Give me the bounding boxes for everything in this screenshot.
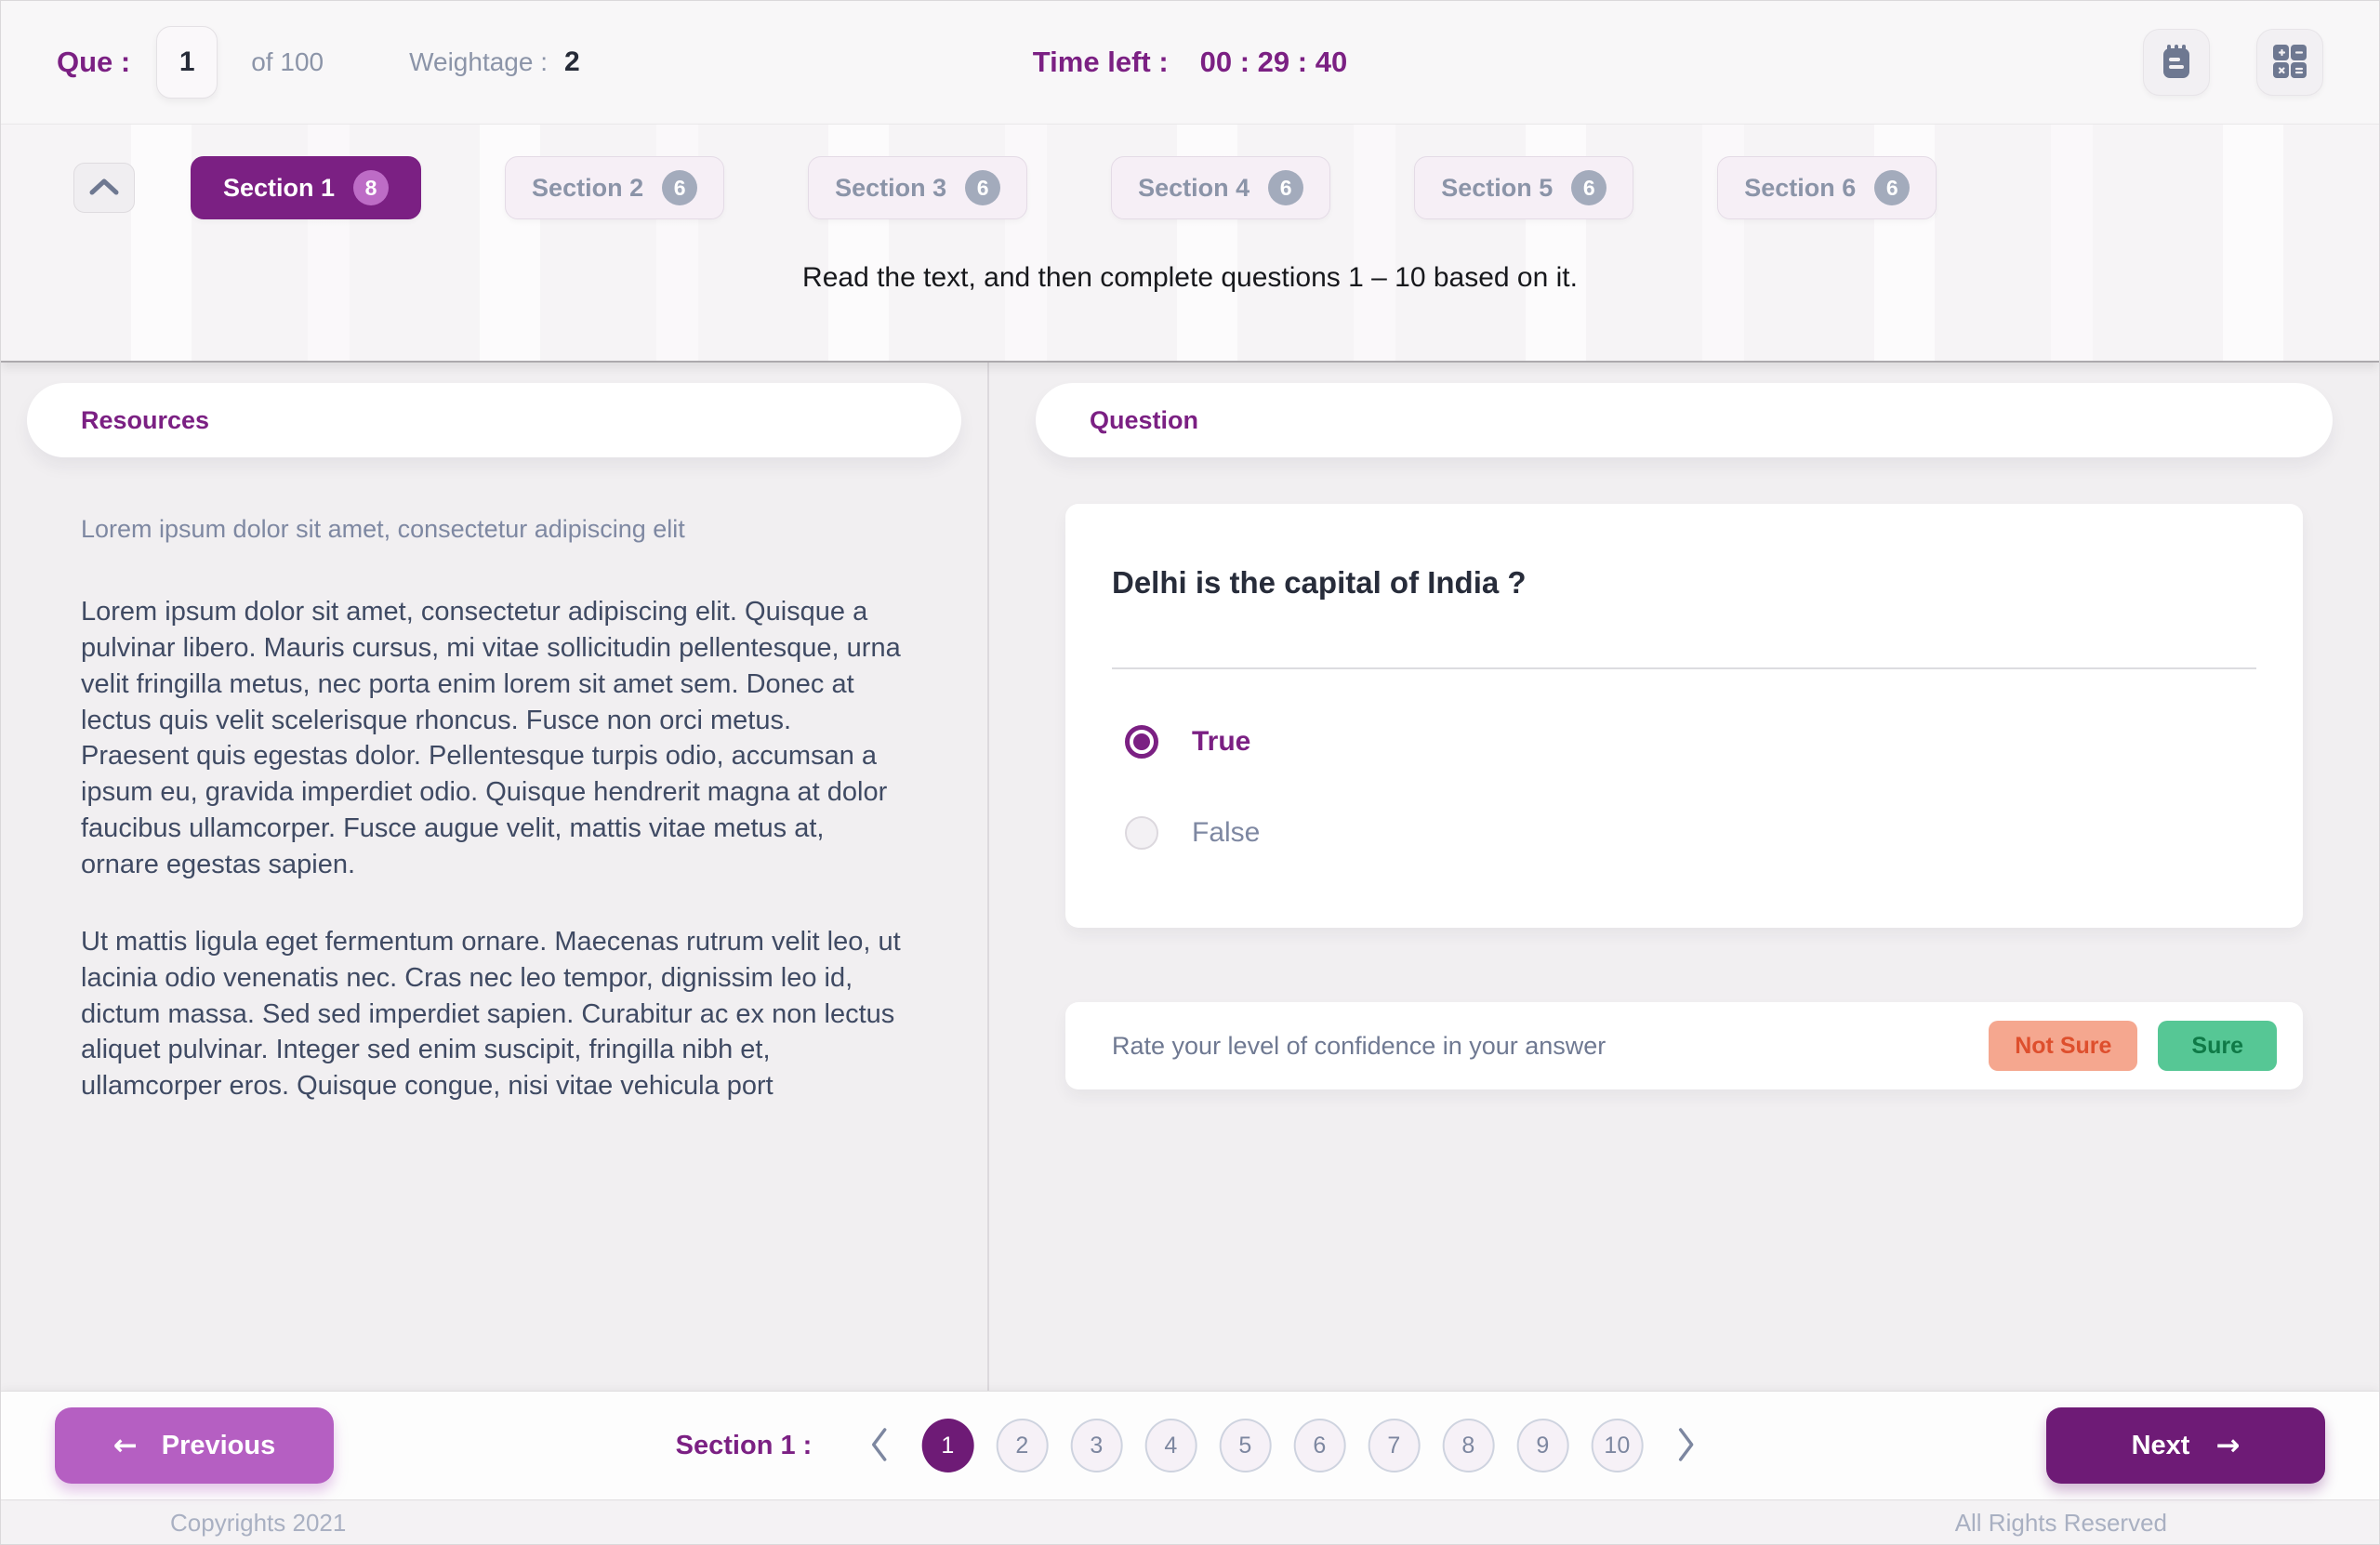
notes-icon — [2159, 43, 2194, 83]
not-sure-button[interactable]: Not Sure — [1989, 1021, 2137, 1071]
section-tab-5[interactable] — [1414, 156, 1633, 219]
answer-option-true[interactable] — [1112, 725, 2256, 759]
section-instruction: Read the text, and then complete questions 1 – 10 based on it. — [802, 262, 1578, 293]
calculator-button[interactable] — [2256, 29, 2323, 96]
section-tab-badge: 6 — [1874, 170, 1910, 205]
section-tab-badge: 6 — [662, 170, 697, 205]
question-page-10[interactable]: 10 — [1591, 1419, 1643, 1472]
chevron-up-icon — [88, 177, 120, 200]
section-tab-label: Section 2 — [532, 173, 644, 202]
toolbar-icons — [2143, 29, 2323, 96]
question-page-9[interactable]: 9 — [1516, 1419, 1568, 1472]
notes-button[interactable] — [2143, 29, 2210, 96]
question-page-2[interactable]: 2 — [996, 1419, 1048, 1472]
question-page-8[interactable]: 8 — [1442, 1419, 1494, 1472]
section-tab-label: Section 6 — [1744, 173, 1857, 202]
question-page-7[interactable]: 7 — [1368, 1419, 1420, 1472]
pager-previous-chevron[interactable] — [860, 1424, 897, 1467]
right-arrow-icon: → — [2215, 1429, 2241, 1462]
question-divider — [1112, 667, 2256, 669]
question-page-5[interactable]: 5 — [1219, 1419, 1271, 1472]
option-label: True — [1192, 726, 1251, 757]
question-panel-title: Question — [1090, 405, 1199, 434]
bottom-navigation-bar — [1, 1391, 2379, 1499]
option-label: False — [1192, 817, 1261, 848]
rights-text: All Rights Reserved — [1954, 1508, 2167, 1537]
question-text: Delhi is the capital of India ? — [1112, 565, 1527, 600]
section-tab-3[interactable] — [808, 156, 1027, 219]
pager-section-label: Section 1 : — [675, 1430, 813, 1460]
question-counter-label: Que : — [57, 46, 131, 78]
resource-paragraph: Ut mattis ligula eget fermentum ornare. Maecenas rutrum velit leo, ut lacinia odio venenatis nec. Cras nec leo tempor, dignissim leo id, dictum massa. Sed sed imperdiet sapien. Curabitur ac ex non lectus aliquet pulvinar. Integer sed enim suscipit, fringilla nibh et, ullamcorper eros. Quisque congue, nisi vitae vehicula port — [81, 926, 901, 1102]
main-content — [1, 363, 2379, 1391]
resources-subtitle: Lorem ipsum dolor sit amet, consectetur adipiscing elit — [81, 515, 685, 543]
sure-button[interactable]: Sure — [2158, 1021, 2277, 1071]
section-tab-label: Section 1 — [223, 173, 336, 202]
resource-paragraph: Lorem ipsum dolor sit amet, consectetur adipiscing elit. Quisque a pulvinar libero. Mauris cursus, mi vitae sollicitudin pellentesque, urna velit fringilla metus, nec porta enim lorem sit amet sem. Donec at lectus quis velit scelerisque rhoncus. Fusce non orci metus. Praesent quis egestas dolor. Pellentesque turpis odio, accumsan a ipsum eu, gravida imperdiet odio. Quisque hendrerit magna at dolor faucibus ullamcorper. Fusce augue velit, mattis vitae metus at, ornare egestas sapien. — [81, 597, 901, 880]
question-pager — [676, 1419, 1705, 1472]
collapse-sections-button[interactable] — [73, 163, 135, 213]
next-label: Next — [2131, 1430, 2190, 1460]
section-tabs — [191, 156, 1937, 219]
calculator-icon — [2271, 43, 2308, 83]
resources-title: Resources — [81, 405, 210, 434]
question-page-3[interactable]: 3 — [1070, 1419, 1122, 1472]
time-left-label: Time left : — [1032, 46, 1169, 78]
section-header-band — [1, 125, 2379, 363]
confidence-prompt: Rate your level of confidence in your answer — [1112, 1031, 1606, 1060]
weightage-value: 2 — [564, 46, 580, 77]
top-bar — [1, 1, 2379, 125]
timer — [1033, 46, 1347, 79]
question-page-4[interactable]: 4 — [1144, 1419, 1197, 1472]
section-tab-label: Section 5 — [1441, 173, 1554, 202]
copyright-text: Copyrights 2021 — [170, 1508, 347, 1537]
current-question-number: 1 — [156, 26, 218, 99]
resources-pane — [1, 363, 989, 1391]
chevron-left-icon — [868, 1426, 889, 1466]
pager-next-chevron[interactable] — [1667, 1424, 1704, 1467]
left-arrow-icon: ← — [112, 1429, 138, 1462]
answer-option-false[interactable] — [1112, 816, 2256, 850]
weightage-label: Weightage : — [409, 47, 549, 76]
section-tabs-row — [1, 156, 2379, 219]
section-tab-label: Section 4 — [1138, 173, 1250, 202]
question-page-1[interactable]: 1 — [921, 1419, 973, 1472]
section-tab-badge: 6 — [1268, 170, 1303, 205]
section-tab-label: Section 3 — [835, 173, 947, 202]
question-total: of 100 — [251, 47, 324, 76]
section-tab-2[interactable] — [505, 156, 724, 219]
previous-button[interactable] — [55, 1407, 334, 1484]
resources-text — [27, 594, 961, 1104]
confidence-card — [1065, 1002, 2303, 1089]
section-tab-6[interactable] — [1717, 156, 1937, 219]
question-page-6[interactable]: 6 — [1293, 1419, 1345, 1472]
page-circles — [921, 1419, 1643, 1472]
next-button[interactable] — [2046, 1407, 2325, 1484]
resources-panel-header — [27, 383, 961, 457]
section-tab-badge: 8 — [353, 170, 389, 205]
radio-icon — [1125, 816, 1158, 850]
section-tab-1[interactable] — [191, 156, 421, 219]
previous-label: Previous — [161, 1430, 276, 1460]
question-pane — [989, 363, 2379, 1391]
chevron-right-icon — [1675, 1426, 1696, 1466]
section-tab-badge: 6 — [1571, 170, 1606, 205]
answer-options — [1112, 725, 2256, 850]
question-card — [1065, 504, 2303, 928]
section-tab-badge: 6 — [965, 170, 1000, 205]
page-footer — [1, 1499, 2379, 1545]
radio-icon — [1125, 725, 1158, 759]
question-panel-header — [1036, 383, 2333, 457]
time-left-value: 00 : 29 : 40 — [1199, 46, 1348, 78]
section-tab-4[interactable] — [1111, 156, 1330, 219]
